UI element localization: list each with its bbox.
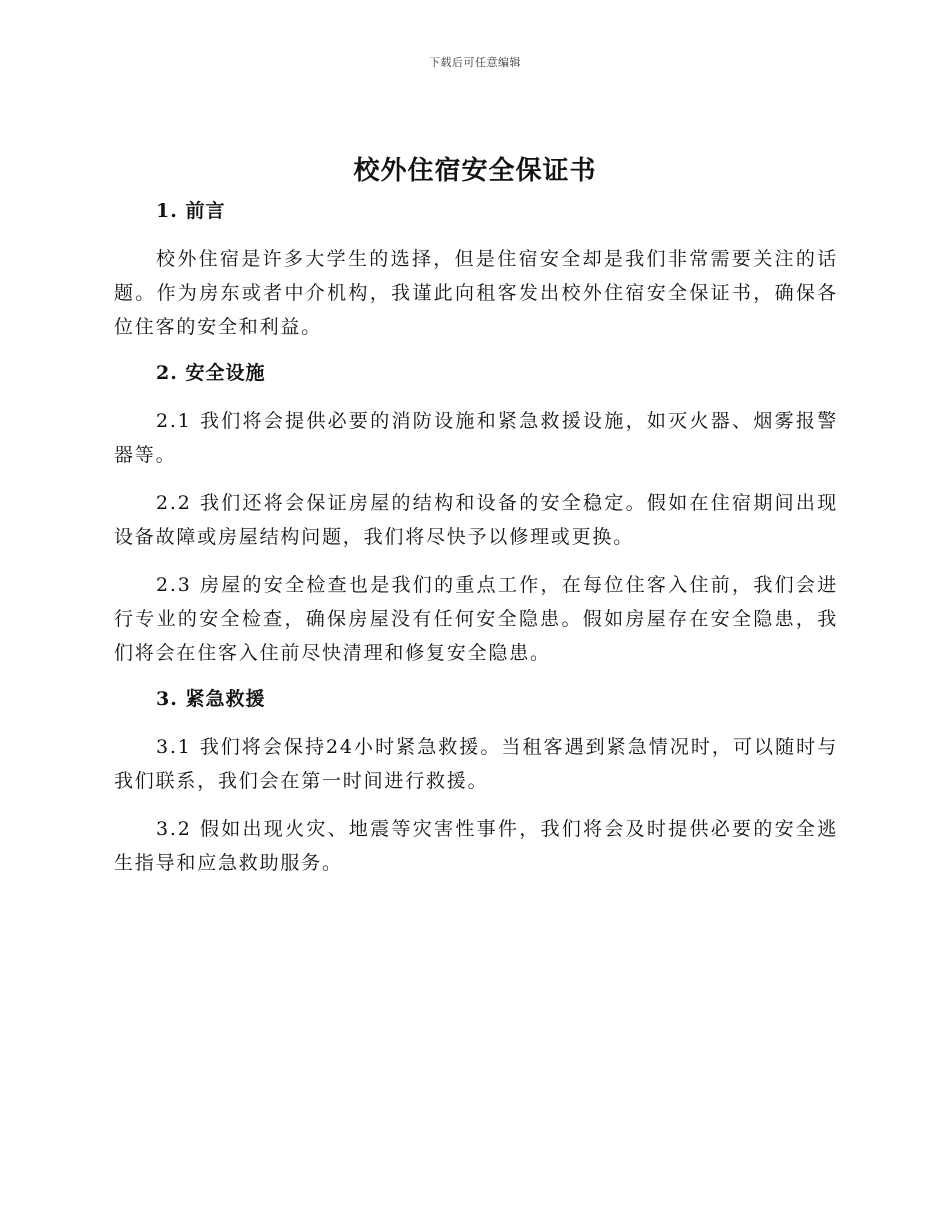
section-safety-facilities xyxy=(114,358,838,670)
paragraph: 3.1 我们将会保持24小时紧急救援。当租客遇到紧急情况时，可以随时与我们联系，我们会在第一时间进行救援。 xyxy=(114,736,838,792)
section-emergency-rescue xyxy=(114,684,838,880)
paragraph: 2.3 房屋的安全检查也是我们的重点工作，在每位住客入住前，我们会进行专业的安全检查，确保房屋没有任何安全隐患。假如房屋存在安全隐患，我们将会在住客入住前尽快清理和修复安全隐患。 xyxy=(114,574,838,664)
section-heading: 1. 前言 xyxy=(156,200,226,222)
section-preface xyxy=(114,196,838,344)
paragraph: 2.2 我们还将会保证房屋的结构和设备的安全稳定。假如在住宿期间出现设备故障或房屋结构问题，我们将尽快予以修理或更换。 xyxy=(114,492,838,548)
document-title: 校外住宿安全保证书 xyxy=(353,156,597,186)
section-heading: 3. 紧急救援 xyxy=(156,688,266,710)
paragraph: 校外住宿是许多大学生的选择，但是住宿安全却是我们非常需要关注的话题。作为房东或者中介机构，我谨此向租客发出校外住宿安全保证书，确保各位住客的安全和利益。 xyxy=(114,248,838,338)
paragraph: 3.2 假如出现火灾、地震等灾害性事件，我们将会及时提供必要的安全逃生指导和应急救助服务。 xyxy=(114,818,838,874)
header-note: 下载后可任意编辑 xyxy=(429,56,521,69)
document-body xyxy=(114,196,838,894)
paragraph: 2.1 我们将会提供必要的消防设施和紧急救援设施，如灭火器、烟雾报警器等。 xyxy=(114,410,838,466)
section-heading: 2. 安全设施 xyxy=(156,362,266,384)
